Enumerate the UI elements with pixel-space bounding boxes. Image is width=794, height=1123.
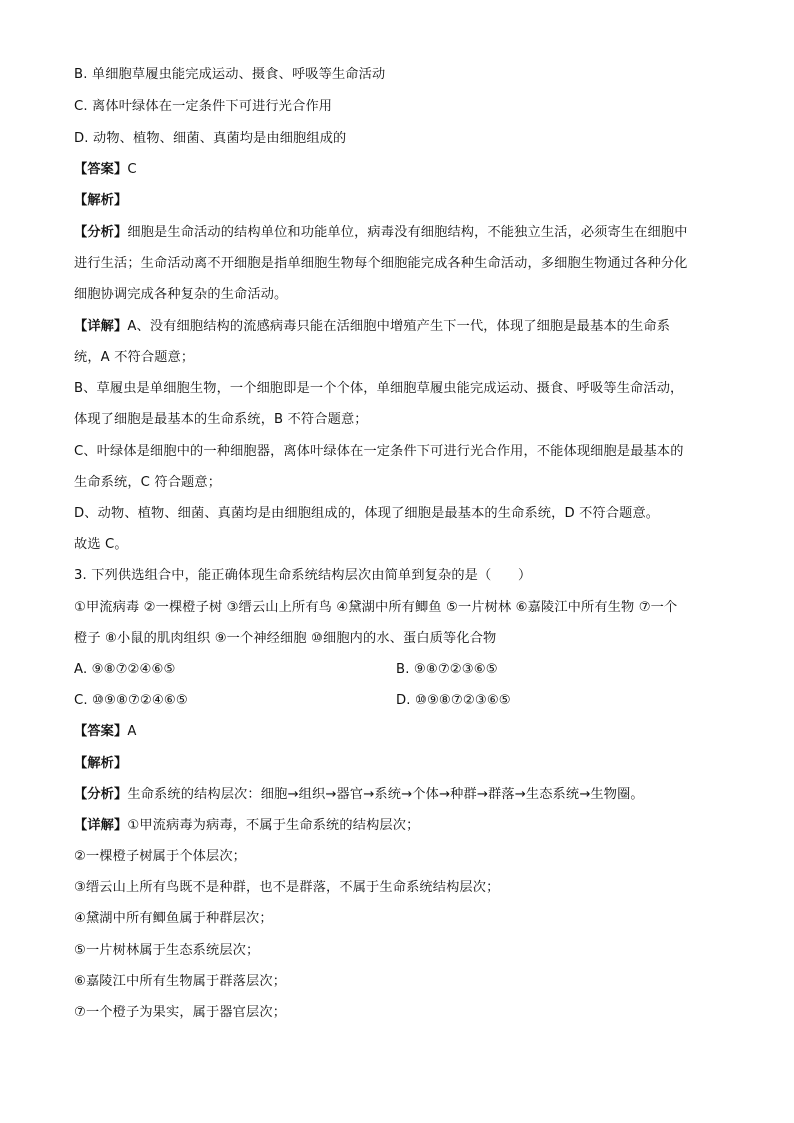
- prev-xiangjie-c-line-2: 生命系统，C 符合题意；: [74, 475, 222, 490]
- xiangjie-tag: 【详解】: [74, 818, 128, 833]
- question-3-xiangjie-3: ③缙云山上所有鸟既不是种群，也不是群落，不属于生命系统结构层次；: [74, 880, 500, 895]
- fenxi-text: 细胞是生命活动的结构单位和功能单位，病毒没有细胞结构，不能独立生活，必须寄生在细胞中: [127, 225, 688, 240]
- answer-value: A: [127, 724, 137, 739]
- question-3-fenxi: [74, 786, 724, 804]
- prev-xiangjie-d-line-1: D、动物、植物、细菌、真菌均是由细胞组成的，体现了细胞是最基本的生命系统，D 不符合题意。: [74, 506, 660, 521]
- question-3-analysis-heading: [74, 755, 724, 773]
- xiangjie-text: ①甲流病毒为病毒，不属于生命系统的结构层次；: [127, 818, 420, 833]
- prev-fenxi-line-3: 细胞协调完成各种复杂的生命活动。: [74, 287, 288, 302]
- analysis-tag: 【解析】: [74, 756, 128, 771]
- question-3-xiangjie-5: ⑤一片树林属于生态系统层次；: [74, 943, 260, 958]
- question-3-option-d: D. ⑩⑨⑧⑦②③⑥⑤: [396, 693, 511, 708]
- question-3-option-a: A. ⑨⑧⑦②④⑥⑤: [74, 662, 176, 677]
- question-3-items-line-1: ①甲流病毒 ②一棵橙子树 ③缙云山上所有鸟 ④黛湖中所有鲫鱼 ⑤一片树林 ⑥嘉陵江中所有生物 ⑦一个: [74, 600, 678, 615]
- xiangjie-tag: 【详解】: [74, 319, 128, 334]
- question-3-xiangjie-6: ⑥嘉陵江中所有生物属于群落层次；: [74, 974, 287, 989]
- prev-fenxi-line-2: 进行生活；生命活动离不开细胞是指单细胞生物每个细胞能完成各种生命活动，多细胞生物通过各种分化: [74, 256, 688, 271]
- prev-xiangjie-a-line-1: [74, 318, 724, 336]
- question-3-xiangjie-2: ②一棵橙子树属于个体层次；: [74, 849, 247, 864]
- question-3-option-c: C. ⑩⑨⑧⑦②④⑥⑤: [74, 693, 188, 708]
- analysis-tag: 【解析】: [74, 193, 128, 208]
- answer-tag: 【答案】: [74, 162, 128, 177]
- question-3-xiangjie-1: [74, 817, 724, 835]
- prev-fenxi-line-1: [74, 224, 724, 242]
- prev-option-d: D. 动物、植物、细菌、真菌均是由细胞组成的: [74, 131, 347, 146]
- prev-xiangjie-b-line-1: B、草履虫是单细胞生物，一个细胞即是一个个体，单细胞草履虫能完成运动、摄食、呼吸等生命活动，: [74, 381, 684, 396]
- answer-tag: 【答案】: [74, 724, 128, 739]
- question-3-items-line-2: 橙子 ⑧小鼠的肌肉组织 ⑨一个神经细胞 ⑩细胞内的水、蛋白质等化合物: [74, 631, 497, 646]
- prev-xiangjie-c-line-1: C、叶绿体是细胞中的一种细胞器，离体叶绿体在一定条件下可进行光合作用，不能体现细胞是最基本的: [74, 444, 684, 459]
- prev-xiangjie-b-line-2: 体现了细胞是最基本的生命系统，B 不符合题意；: [74, 412, 368, 427]
- fenxi-tag: 【分析】: [74, 787, 128, 802]
- question-3-stem: 3. 下列供选组合中，能正确体现生命系统结构层次由简单到复杂的是（ ）: [74, 568, 532, 583]
- answer-value: C: [127, 162, 137, 177]
- prev-xiangjie-a-line-2: 统，A 不符合题意；: [74, 350, 195, 365]
- fenxi-tag: 【分析】: [74, 225, 128, 240]
- question-3-xiangjie-4: ④黛湖中所有鲫鱼属于种群层次；: [74, 911, 273, 926]
- prev-conclusion: 故选 C。: [74, 537, 128, 552]
- prev-option-c: C. 离体叶绿体在一定条件下可进行光合作用: [74, 99, 333, 114]
- xiangjie-text: A、没有细胞结构的流感病毒只能在活细胞中增殖产生下一代，体现了细胞是最基本的生命系: [127, 319, 671, 334]
- question-3-option-b: B. ⑨⑧⑦②③⑥⑤: [396, 662, 498, 677]
- question-3-answer: [74, 723, 724, 741]
- fenxi-text: 生命系统的结构层次：细胞→组织→器官→系统→个体→种群→群落→生态系统→生物圈。: [127, 787, 644, 802]
- prev-answer: [74, 161, 724, 179]
- prev-analysis-heading: [74, 192, 724, 210]
- prev-option-b: B. 单细胞草履虫能完成运动、摄食、呼吸等生命活动: [74, 67, 386, 82]
- question-3-xiangjie-7: ⑦一个橙子为果实，属于器官层次；: [74, 1005, 287, 1020]
